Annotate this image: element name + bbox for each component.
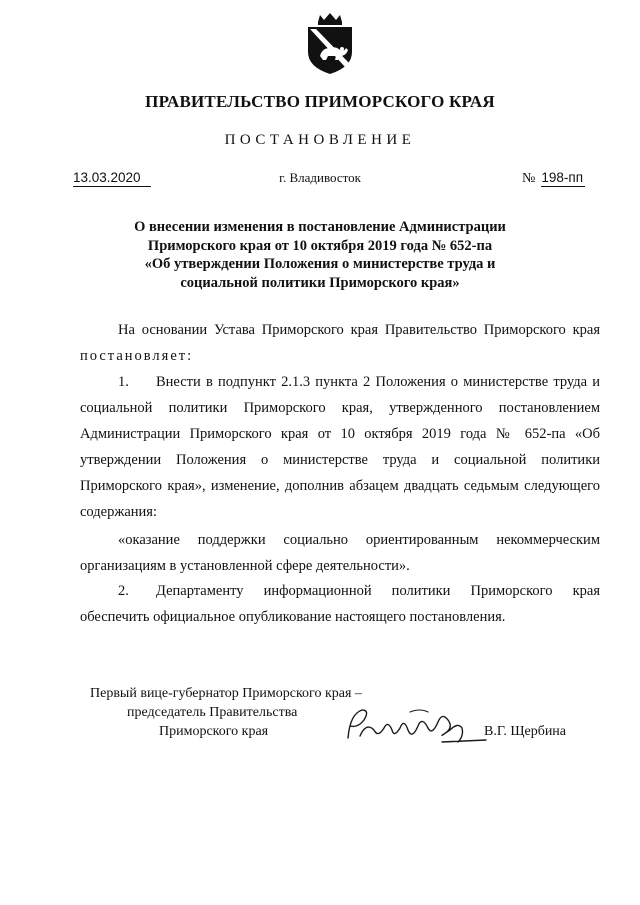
heading-line: О внесении изменения в постановление Администрации [134, 219, 506, 235]
decree-number [522, 170, 585, 187]
decree-date-value: 13.03.2020 [73, 170, 151, 187]
heading-line: «Об утверждении Положения о министерстве труда и [144, 256, 496, 272]
decree-city: г. Владивосток [279, 170, 361, 185]
decree-verb: постановляет: [80, 348, 194, 364]
signer-title-line-1: Первый вице-губернатор Приморского края – [90, 686, 362, 701]
item-1-number: 1. [118, 374, 129, 390]
intro-text: На основании Устава Приморского края Правительство Приморского края [118, 322, 600, 338]
heading-line: социальной политики Приморского края» [180, 274, 460, 291]
handwritten-signature-icon [340, 700, 490, 750]
item-2-number: 2. [118, 583, 129, 599]
item-1-text: Внести в подпункт 2.1.3 пункта 2 Положения о министерстве труда и социальной политики Приморского края, утвержденного постановлением Администрации Приморского края от 10 октября 2019 года № 652-па «Об утверждении Положения о министерстве труда и социальной политики Приморского края», изменение, дополнив абзацем двадцать седьмым следующего содержания: [80, 374, 600, 520]
document-type: ПОСТАНОВЛЕНИЕ [224, 132, 416, 148]
coat-of-arms-icon [302, 12, 358, 76]
signer-title-line-2: председатель Правительства [127, 705, 298, 720]
quote-text: «оказание поддержки социально ориентированным некоммерческим организациям в установленной сфере деятельности». [80, 532, 600, 574]
signer-name: В.Г. Щербина [484, 724, 567, 739]
item-2-text: Департаменту информационной политики Приморского края обеспечить официальное опубликование настоящего постановления. [80, 583, 600, 625]
quote-paragraph [80, 527, 600, 579]
item-2-paragraph [80, 578, 600, 630]
signer-title-line-3: Приморского края [159, 724, 269, 739]
item-1-paragraph [80, 369, 600, 525]
number-sign: № [522, 171, 536, 186]
government-title: ПРАВИТЕЛЬСТВО ПРИМОРСКОГО КРАЯ [145, 92, 495, 111]
decree-heading [90, 218, 550, 292]
heading-line: Приморского края от 10 октября 2019 года № 652-па [147, 237, 493, 254]
decree-number-value: 198-пп [541, 170, 585, 187]
intro-paragraph [80, 317, 600, 369]
